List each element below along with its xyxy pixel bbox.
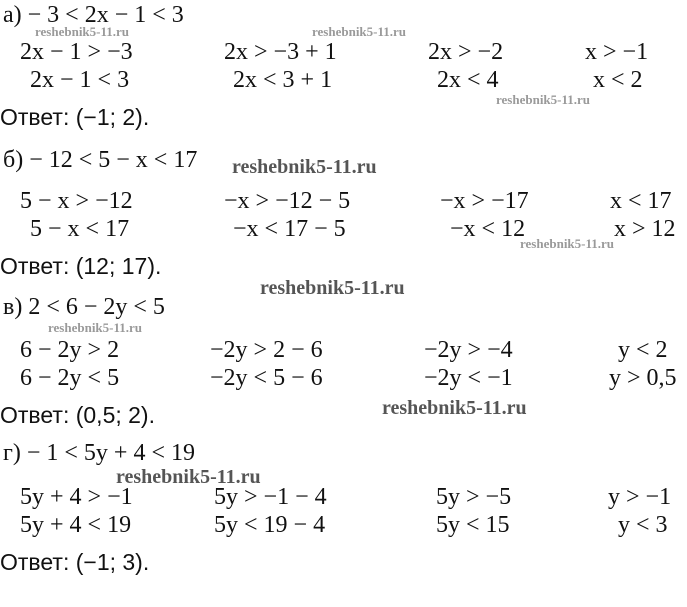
problem-c-row1-step3: −2y > −4 (424, 337, 513, 363)
problem-d-row2-step3: 5y < 15 (436, 512, 510, 538)
problem-b-row2-step1: 5 − x < 17 (30, 216, 130, 242)
problem-a-row2-step1: 2x − 1 < 3 (30, 67, 130, 93)
problem-d-row1-step3: 5y > −5 (436, 484, 512, 510)
problem-b-row1-step1: 5 − x > −12 (20, 188, 133, 214)
problem-d-row2-step4: y < 3 (618, 512, 668, 538)
problem-d-row2-step2: 5y < 19 − 4 (214, 512, 326, 538)
problem-a-row2-step2: 2x < 3 + 1 (233, 67, 333, 93)
watermark: reshebnik5-11.ru (260, 277, 405, 299)
problem-a-answer: Ответ: (−1; 2). (0, 104, 150, 130)
problem-a-row1-step2: 2x > −3 + 1 (224, 39, 337, 65)
problem-c-row2-step3: −2y < −1 (424, 365, 513, 391)
problem-d-row1-step2: 5y > −1 − 4 (214, 484, 327, 510)
problem-c-answer: Ответ: (0,5; 2). (0, 402, 155, 428)
watermark: reshebnik5-11.ru (48, 320, 143, 335)
watermark: reshebnik5-11.ru (382, 397, 527, 419)
problem-b-heading: б) − 12 < 5 − x < 17 (3, 147, 198, 173)
problem-b-row2-step2: −x < 17 − 5 (233, 216, 346, 242)
problem-c-row2-step2: −2y < 5 − 6 (210, 365, 323, 391)
problem-b-answer: Ответ: (12; 17). (0, 253, 162, 279)
problem-a-row1-step3: 2x > −2 (428, 39, 504, 65)
problem-d-answer: Ответ: (−1; 3). (0, 549, 150, 575)
problem-d-row1-step1: 5y + 4 > −1 (20, 484, 133, 510)
problem-c-row1-step4: y < 2 (618, 337, 668, 363)
problem-a-row1-step4: x > −1 (585, 39, 649, 65)
problem-c-row2-step1: 6 − 2y < 5 (20, 365, 120, 391)
problem-b-row1-step3: −x > −17 (440, 188, 529, 214)
problem-a-heading: а) − 3 < 2x − 1 < 3 (3, 2, 184, 28)
watermark: reshebnik5-11.ru (116, 466, 261, 488)
watermark: reshebnik5-11.ru (496, 92, 591, 107)
watermark: reshebnik5-11.ru (35, 24, 130, 39)
watermark: reshebnik5-11.ru (312, 24, 407, 39)
problem-b-row1-step4: x < 17 (610, 188, 672, 214)
problem-a-row2-step4: x < 2 (593, 67, 643, 93)
problem-d-row2-step1: 5y + 4 < 19 (20, 512, 132, 538)
problem-c-row2-step4: y > 0,5 (609, 365, 677, 391)
problem-d-heading: г) − 1 < 5y + 4 < 19 (3, 440, 195, 466)
problem-a-row1-step1: 2x − 1 > −3 (20, 39, 133, 65)
watermark: reshebnik5-11.ru (232, 156, 377, 178)
problem-c-row1-step1: 6 − 2y > 2 (20, 337, 120, 363)
watermark: reshebnik5-11.ru (520, 236, 615, 251)
problem-b-row2-step3: −x < 12 (450, 216, 526, 242)
problem-c-heading: в) 2 < 6 − 2y < 5 (3, 294, 165, 320)
problem-d-row1-step4: y > −1 (608, 484, 672, 510)
problem-a-row2-step3: 2x < 4 (437, 67, 499, 93)
problem-b-row1-step2: −x > −12 − 5 (224, 188, 351, 214)
problem-c-row1-step2: −2y > 2 − 6 (210, 337, 323, 363)
problem-b-row2-step4: x > 12 (614, 216, 676, 242)
